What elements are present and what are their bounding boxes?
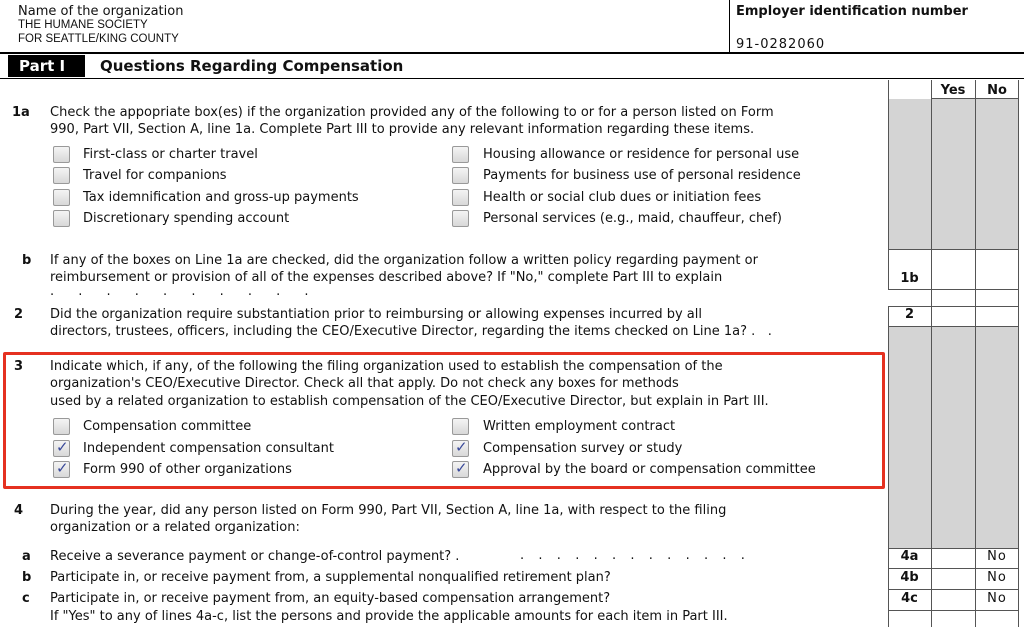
checkbox-housing-allowance[interactable] bbox=[452, 146, 469, 163]
q1a-text-line1: Check the appopriate box(es) if the organization provided any of the following to or for a person listed on Form bbox=[50, 105, 774, 120]
checkbox-label: Written employment contract bbox=[483, 419, 676, 434]
checkbox-label: Payments for business use of personal residence bbox=[483, 168, 801, 183]
ein-value: 91-0282060 bbox=[736, 37, 826, 52]
checkbox-written-contract[interactable] bbox=[452, 418, 469, 435]
q4c-letter: c bbox=[22, 591, 30, 606]
checkmark-icon: ✓ bbox=[56, 459, 69, 477]
part-title: Questions Regarding Compensation bbox=[100, 57, 404, 75]
row-ref-4a: 4a bbox=[900, 549, 919, 564]
checkbox-personal-services[interactable] bbox=[452, 210, 469, 227]
q2-text-line1: Did the organization require substantiation prior to reimbursing or allowing expenses incurred by all bbox=[50, 307, 702, 322]
q4b-letter: b bbox=[22, 570, 32, 585]
q1a-number: 1a bbox=[12, 105, 30, 120]
q1b-leader-dots: . . . . . . . . . . bbox=[50, 284, 319, 299]
row-ref-2: 2 bbox=[904, 307, 915, 322]
q1b-letter: b bbox=[22, 253, 32, 268]
checkbox-label: Personal services (e.g., maid, chauffeur, chef) bbox=[483, 211, 782, 226]
checkbox-label: First-class or charter travel bbox=[83, 147, 258, 162]
q2-text-line2: directors, trustees, officers, including the CEO/Executive Director, regarding the items checked on Line 1a? . . bbox=[50, 324, 772, 339]
q4-instruction: If "Yes" to any of lines 4a-c, list the persons and provide the applicable amounts for each item in Part III. bbox=[50, 609, 728, 624]
yes-column-header: Yes bbox=[940, 83, 966, 98]
checkbox-club-dues[interactable] bbox=[452, 189, 469, 206]
q1b-text-line1: If any of the boxes on Line 1a are checked, did the organization follow a written policy regarding payment or bbox=[50, 253, 758, 268]
checkbox-label: Discretionary spending account bbox=[83, 211, 290, 226]
part-rule bbox=[0, 78, 1024, 79]
q4a-leader-dots: . . . . . . . . . . . . . bbox=[520, 548, 747, 563]
q3-text-line3: used by a related organization to establish compensation of the CEO/Executive Director, but explain in Part III. bbox=[50, 394, 769, 409]
header-rule bbox=[0, 52, 1024, 54]
checkbox-independent-consultant[interactable] bbox=[53, 440, 70, 457]
row-ref-4b: 4b bbox=[900, 570, 919, 585]
checkmark-icon: ✓ bbox=[56, 438, 69, 456]
checkbox-label: Travel for companions bbox=[83, 168, 227, 183]
checkbox-first-class-travel[interactable] bbox=[53, 146, 70, 163]
q4-text-line1: During the year, did any person listed on Form 990, Part VII, Section A, line 1a, with respect to the filing bbox=[50, 503, 727, 518]
part-tag: Part I bbox=[8, 55, 85, 77]
q1b-text-line2: reimbursement or provision of all of the expenses described above? If "No," complete Part III to explain bbox=[50, 270, 723, 285]
checkbox-discretionary-spending[interactable] bbox=[53, 210, 70, 227]
no-column-header: No bbox=[987, 83, 1007, 98]
checkbox-label: Compensation survey or study bbox=[483, 441, 683, 456]
org-name-line1: THE HUMANE SOCIETY bbox=[18, 19, 148, 31]
answer-4b-no[interactable]: No bbox=[987, 570, 1007, 585]
checkbox-label: Form 990 of other organizations bbox=[83, 462, 292, 477]
checkbox-board-approval[interactable] bbox=[452, 461, 469, 478]
checkbox-label: Compensation committee bbox=[83, 419, 252, 434]
checkbox-label: Independent compensation consultant bbox=[83, 441, 334, 456]
checkbox-form-990-others[interactable] bbox=[53, 461, 70, 478]
q3-text-line1: Indicate which, if any, of the following the filing organization used to establish the compensation of the bbox=[50, 359, 723, 374]
row-ref-1b: 1b bbox=[900, 271, 919, 286]
q4a-text: Receive a severance payment or change-of-control payment? . bbox=[50, 549, 460, 564]
q3-text-line2: organization's CEO/Executive Director. Check all that apply. Do not check any boxes for methods bbox=[50, 376, 679, 391]
q1a-text-line2: 990, Part VII, Section A, line 1a. Complete Part III to provide any relevant information regarding these items. bbox=[50, 122, 755, 137]
checkmark-icon: ✓ bbox=[455, 438, 468, 456]
checkbox-compensation-committee[interactable] bbox=[53, 418, 70, 435]
checkbox-tax-indemnification[interactable] bbox=[53, 189, 70, 206]
q4-number: 4 bbox=[14, 503, 24, 518]
q4a-letter: a bbox=[22, 549, 31, 564]
q2-number: 2 bbox=[14, 307, 24, 322]
form-header bbox=[0, 0, 1024, 52]
org-name-line2: FOR SEATTLE/KING COUNTY bbox=[18, 33, 179, 45]
checkbox-label: Approval by the board or compensation committee bbox=[483, 462, 816, 477]
answer-4a-no[interactable]: No bbox=[987, 549, 1007, 564]
answer-4c-no[interactable]: No bbox=[987, 591, 1007, 606]
checkbox-compensation-survey[interactable] bbox=[452, 440, 469, 457]
q4-text-line2: organization or a related organization: bbox=[50, 520, 300, 535]
checkbox-business-residence[interactable] bbox=[452, 167, 469, 184]
checkbox-travel-companions[interactable] bbox=[53, 167, 70, 184]
header-divider bbox=[729, 0, 730, 52]
checkbox-label: Tax idemnification and gross-up payments bbox=[83, 190, 359, 205]
q4b-text: Participate in, or receive payment from, a supplemental nonqualified retirement plan? bbox=[50, 570, 611, 585]
checkmark-icon: ✓ bbox=[455, 459, 468, 477]
row-ref-4c: 4c bbox=[901, 591, 918, 606]
q4c-text: Participate in, or receive payment from, an equity-based compensation arrangement? bbox=[50, 591, 611, 606]
checkbox-label: Housing allowance or residence for personal use bbox=[483, 147, 800, 162]
checkbox-label: Health or social club dues or initiation fees bbox=[483, 190, 762, 205]
q3-number: 3 bbox=[14, 359, 24, 374]
ein-label: Employer identification number bbox=[736, 4, 968, 19]
org-name-label: Name of the organization bbox=[18, 4, 184, 19]
